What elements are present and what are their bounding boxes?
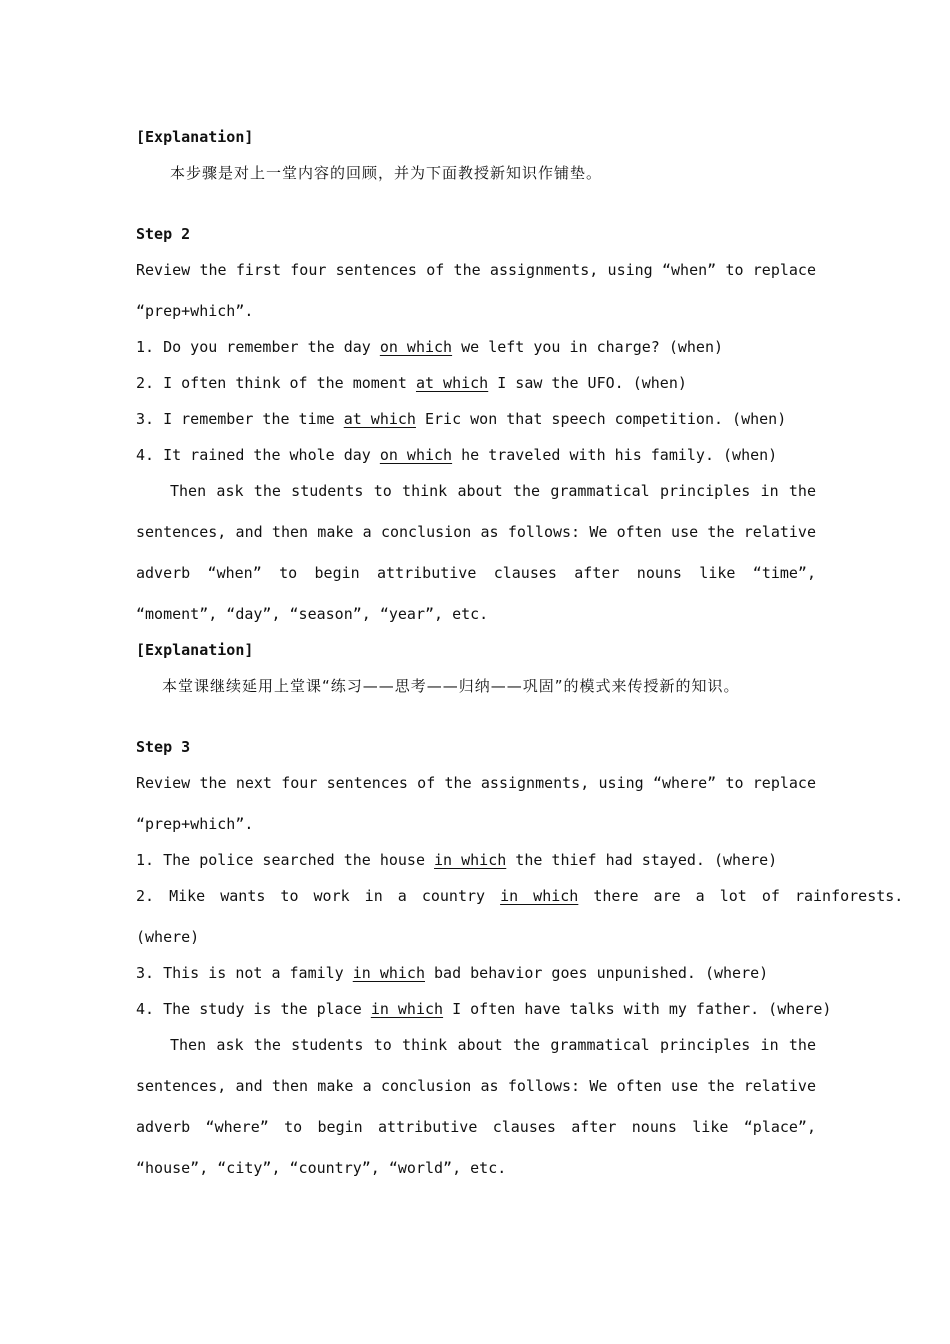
step-3-intro-line-2: “prep+which”. xyxy=(136,815,254,833)
step-2-paragraph-line-4: “moment”, “day”, “season”, “year”, etc. xyxy=(136,605,489,623)
underlined-phrase: in which xyxy=(500,887,579,905)
step-2-paragraph-line-2: sentences, and then make a conclusion as follows: We often use the relative xyxy=(136,523,816,541)
step-2-paragraph-line-3: adverb “when” to begin attributive clauses after nouns like “time”, xyxy=(136,564,816,582)
underlined-phrase: in which xyxy=(352,964,425,982)
underlined-phrase: in which xyxy=(434,851,507,869)
explanation-heading-1: [Explanation] xyxy=(136,128,254,146)
underlined-phrase: on which xyxy=(379,446,453,464)
explanation-text-2: 本堂课继续延用上堂课“练习——思考——归纳——巩固”的模式来传授新的知识。 xyxy=(162,677,740,695)
step-2-item-2: 2. I often think of the moment at which I saw the UFO. (when) xyxy=(136,374,687,392)
explanation-text-1: 本步骤是对上一堂内容的回顾，并为下面教授新知识作铺垫。 xyxy=(170,164,603,182)
underlined-phrase: at which xyxy=(343,410,416,428)
step-3-paragraph-line-3: adverb “where” to begin attributive clauses after nouns like “place”, xyxy=(136,1118,816,1136)
underlined-phrase: in which xyxy=(370,1000,444,1018)
step-3-paragraph-line-2: sentences, and then make a conclusion as follows: We often use the relative xyxy=(136,1077,816,1095)
step-3-intro-line-1: Review the next four sentences of the assignments, using “where” to replace xyxy=(136,774,816,792)
underlined-phrase: on which xyxy=(379,338,453,356)
step-3-item-3: 3. This is not a family in which bad behavior goes unpunished. (where) xyxy=(136,964,769,982)
step-2-intro-line-2: “prep+which”. xyxy=(136,302,254,320)
step-3-item-4: 4. The study is the place in which I often have talks with my father. (where) xyxy=(136,1000,832,1018)
step-2-item-3: 3. I remember the time at which Eric won that speech competition. (when) xyxy=(136,410,787,428)
underlined-phrase: at which xyxy=(415,374,489,392)
step-3-item-2-continued: (where) xyxy=(136,928,200,946)
step-3-paragraph-line-4: “house”, “city”, “country”, “world”, etc. xyxy=(136,1159,507,1177)
step-2-item-4: 4. It rained the whole day on which he traveled with his family. (when) xyxy=(136,446,778,464)
step-3-heading: Step 3 xyxy=(136,738,191,756)
step-2-intro-line-1: Review the first four sentences of the assignments, using “when” to replace xyxy=(136,261,816,279)
step-3-item-2: 2. Mike wants to work in a country in which there are a lot of rainforests. xyxy=(136,887,904,905)
step-2-heading: Step 2 xyxy=(136,225,191,243)
step-3-item-1: 1. The police searched the house in which the thief had stayed. (where) xyxy=(136,851,778,869)
explanation-heading-2: [Explanation] xyxy=(136,641,254,659)
step-3-paragraph-line-1: Then ask the students to think about the grammatical principles in the xyxy=(170,1036,816,1054)
step-2-paragraph-line-1: Then ask the students to think about the grammatical principles in the xyxy=(170,482,816,500)
step-2-item-1: 1. Do you remember the day on which we left you in charge? (when) xyxy=(136,338,724,356)
